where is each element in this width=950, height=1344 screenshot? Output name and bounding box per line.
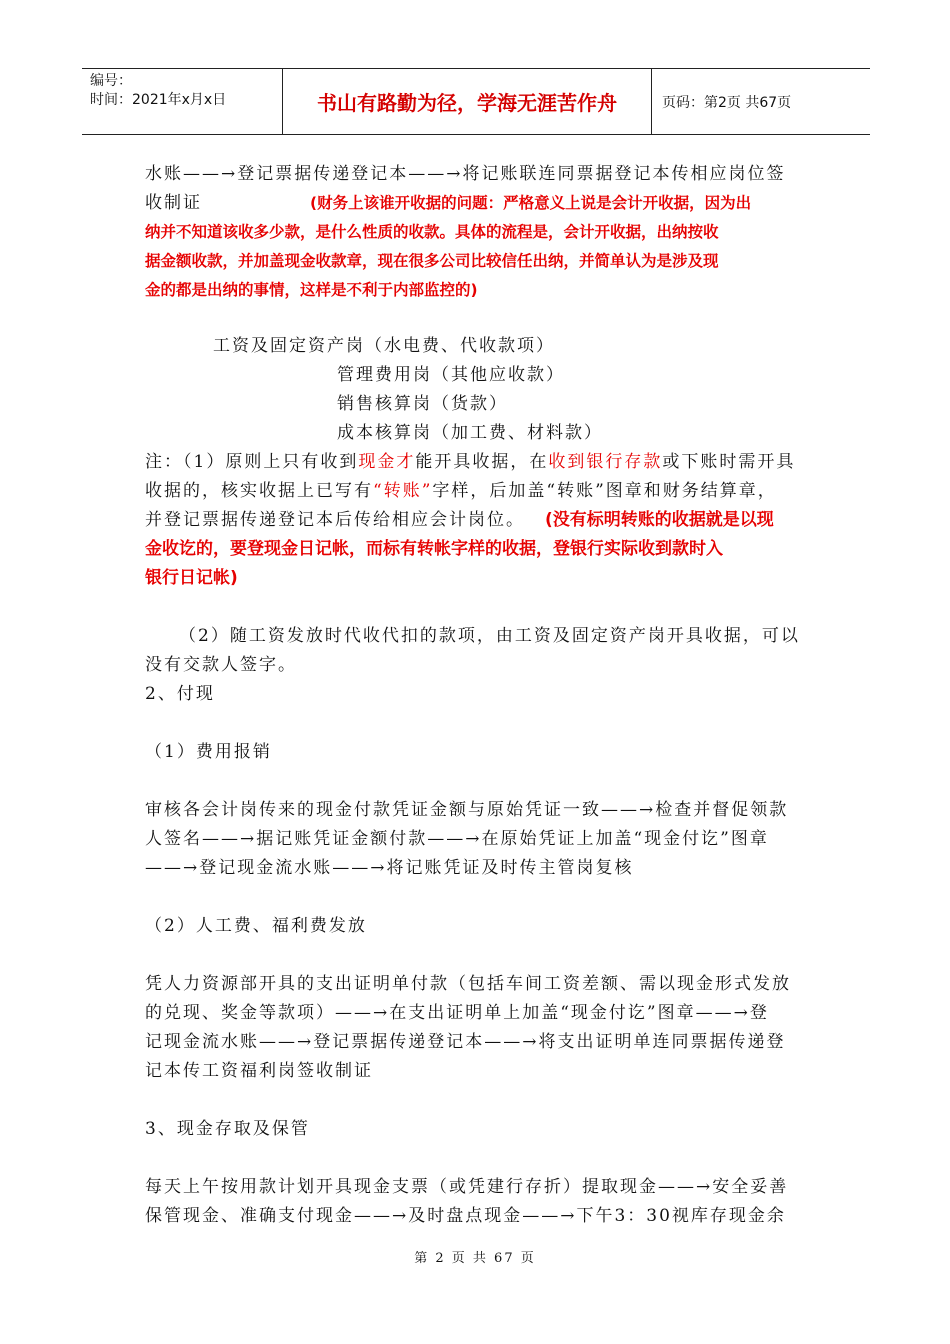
text-line bbox=[145, 189, 805, 218]
section-heading: 3、现金存取及保管 bbox=[145, 1119, 310, 1139]
text-line: 保管现金、准确支付现金——→及时盘点现金——→下午3：30视库存现金余 bbox=[145, 1206, 786, 1226]
header-page-info: 页码：第2页 共67页 bbox=[662, 94, 792, 111]
text-span: 并登记票据传递登记本后传给相应会计岗位。 bbox=[145, 510, 525, 530]
red-note-line: 金收讫的，要登现金日记帐，而标有转帐字样的收据，登银行实际收到款时入 bbox=[145, 539, 723, 559]
text-span: 能开具收据，在 bbox=[415, 452, 549, 472]
text-line: 水账——→登记票据传递登记本——→将记账联连同票据登记本传相应岗位签 bbox=[145, 164, 786, 184]
post-item: 工资及固定资产岗（水电费、代收款项） bbox=[213, 336, 555, 356]
post-item: 销售核算岗（货款） bbox=[337, 394, 508, 414]
number-label: 编号： bbox=[90, 73, 132, 89]
red-note-line: 银行日记帐) bbox=[145, 568, 238, 588]
text-span: 或下账时需开具 bbox=[662, 452, 796, 472]
header-motto: 书山有路勤为径，学海无涯苦作舟 bbox=[282, 69, 652, 134]
note-line bbox=[145, 506, 805, 535]
red-note: (财务上该谁开收据的问题：严格意义上说是会计开收据，因为出 bbox=[310, 194, 752, 212]
page-footer: 第 2 页 共 67 页 bbox=[414, 1251, 536, 1266]
document-body bbox=[145, 160, 805, 1231]
red-note-line: 金的都是出纳的事情，这样是不利于内部监控的) bbox=[145, 281, 478, 299]
red-note-line: 据金额收款，并加盖现金收款章，现在很多公司比较信任出纳，并简单认为是涉及现 bbox=[145, 252, 719, 270]
page-header bbox=[82, 68, 870, 135]
text-line: 没有交款人签字。 bbox=[145, 655, 297, 675]
text-line: （2）随工资发放时代收代扣的款项，由工资及固定资产岗开具收据，可以 bbox=[179, 626, 800, 646]
text-line: 的兑现、奖金等款项）——→在支出证明单上加盖“现金付讫”图章——→登 bbox=[145, 1003, 769, 1023]
post-item: 成本核算岗（加工费、材料款） bbox=[337, 423, 603, 443]
date-line: 时间：2021年x月x日 bbox=[90, 92, 227, 108]
text-line: 每天上午按用款计划开具现金支票（或凭建行存折）提取现金——→安全妥善 bbox=[145, 1177, 789, 1197]
text-line: 人签名——→据记账凭证金额付款——→在原始凭证上加盖“现金付讫”图章 bbox=[145, 829, 769, 849]
note-line bbox=[145, 448, 805, 477]
red-note: (没有标明转账的收据就是以现 bbox=[545, 510, 774, 530]
text-line: ——→登记现金流水账——→将记账凭证及时传主管岗复核 bbox=[145, 858, 634, 878]
header-meta bbox=[82, 69, 282, 134]
highlight-text: 现金才 bbox=[358, 452, 416, 472]
note-line bbox=[145, 477, 805, 506]
subsection-heading: （1）费用报销 bbox=[145, 742, 272, 762]
subsection-heading: （2）人工费、福利费发放 bbox=[145, 916, 367, 936]
text-span: 注：（1）原则上只有收到 bbox=[145, 452, 359, 472]
highlight-text: 收到银行存款 bbox=[548, 452, 663, 472]
section-heading: 2、付现 bbox=[145, 684, 215, 704]
text-span: 收制证 bbox=[145, 193, 202, 213]
text-span: 收据的，核实收据上已写有 bbox=[145, 481, 373, 501]
post-item: 管理费用岗（其他应收款） bbox=[337, 365, 565, 385]
text-line: 审核各会计岗传来的现金付款凭证金额与原始凭证一致——→检查并督促领款 bbox=[145, 800, 789, 820]
text-line: 记现金流水账——→登记票据传递登记本——→将支出证明单连同票据传递登 bbox=[145, 1032, 786, 1052]
text-line: 凭人力资源部开具的支出证明单付款（包括车间工资差额、需以现金形式发放 bbox=[145, 974, 791, 994]
text-line: 记本传工资福利岗签收制证 bbox=[145, 1061, 373, 1081]
text-span: 字样，后加盖“转账”图章和财务结算章， bbox=[432, 481, 777, 501]
highlight-text: “转账” bbox=[373, 481, 433, 501]
red-note-line: 纳并不知道该收多少款，是什么性质的收款。具体的流程是，会计开收据，出纳按收 bbox=[145, 223, 719, 241]
